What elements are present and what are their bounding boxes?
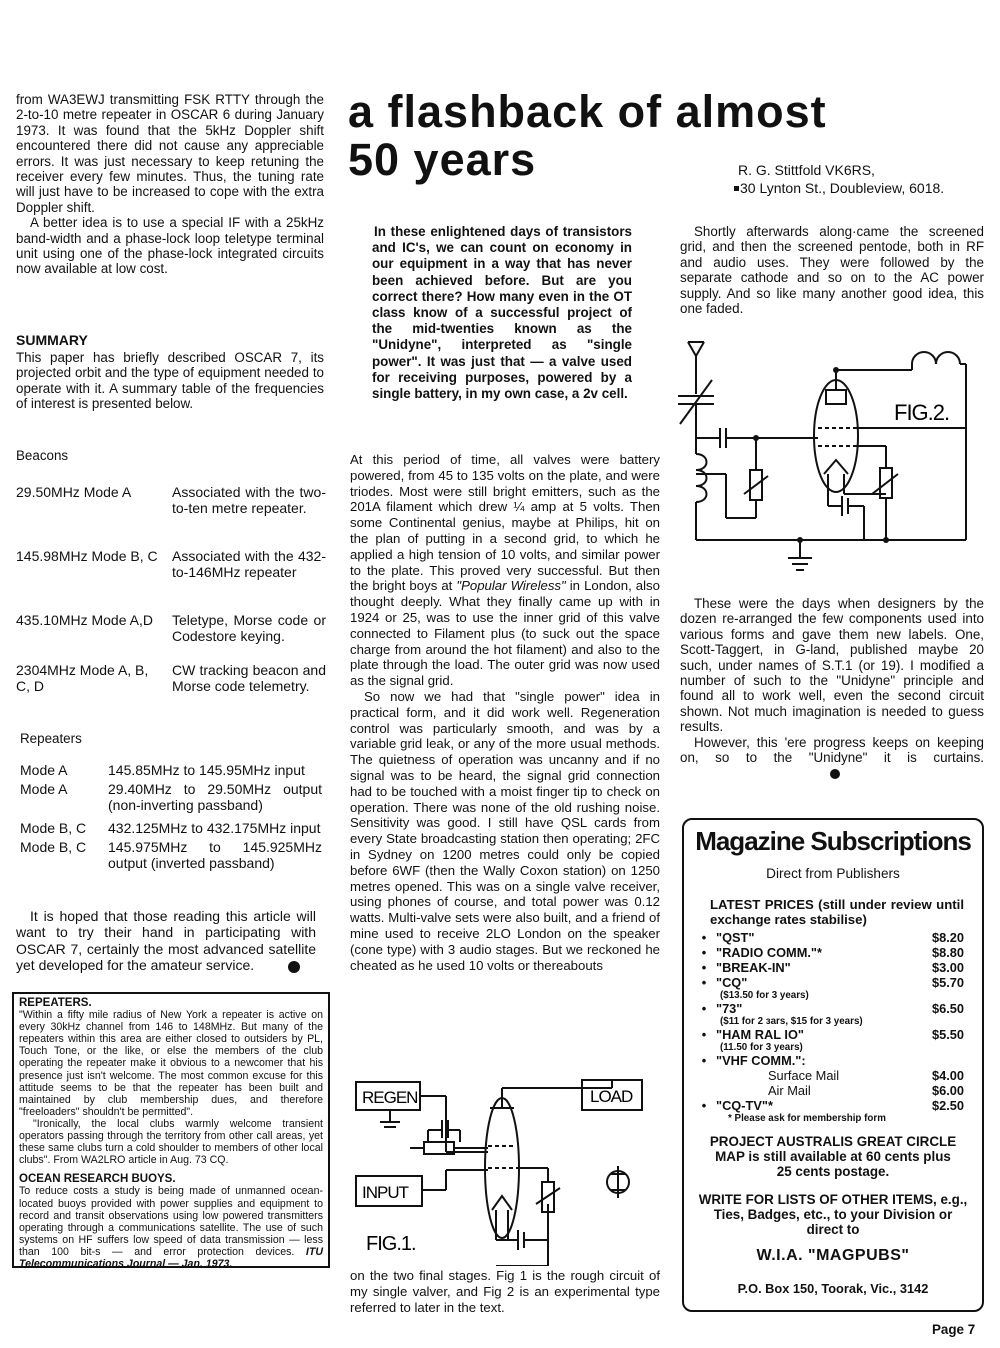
ad-item-label: "QST" bbox=[716, 930, 755, 945]
ad-item-note: ($13.50 for 3 years) bbox=[720, 990, 809, 1001]
fig2-label: FIG.2. bbox=[894, 400, 950, 425]
repeater-desc: 145.975MHz to 145.925MHz output (inverted passband) bbox=[108, 838, 322, 872]
fig2-diagram bbox=[676, 334, 986, 584]
article-address: 30 Lynton St., Doubleview, 6018. bbox=[740, 180, 945, 196]
ad-address: P.O. Box 150, Toorak, Vic., 3142 bbox=[737, 1281, 929, 1297]
article-author: R. G. Stittfold VK6RS, bbox=[738, 162, 875, 178]
bullet-icon: • bbox=[701, 960, 707, 975]
repeater-desc: 145.85MHz to 145.95MHz input bbox=[108, 762, 305, 778]
ad-item-label: Air Mail bbox=[768, 1083, 811, 1098]
fig1-label: FIG.1. bbox=[366, 1233, 416, 1255]
repeater-row bbox=[20, 820, 322, 836]
buoys-box-text-para bbox=[19, 1185, 323, 1270]
ad-price-list bbox=[692, 930, 974, 1124]
bullet-icon: • bbox=[701, 945, 707, 960]
ad-item-price: $5.70 bbox=[931, 975, 964, 990]
repeaters-box-title: REPEATERS. bbox=[19, 997, 92, 1009]
fig1-regen-label: REGEN bbox=[362, 1088, 418, 1107]
ad-item bbox=[692, 1027, 964, 1042]
repeater-row bbox=[20, 781, 322, 813]
col1-better-idea: A better idea is to use a special IF with a 25kHz band-width and a phase-lock loop teletype terminal unit using one of the phase-lock integrated circuits now available at low cost. bbox=[16, 215, 324, 277]
ad-write-text: WRITE FOR LISTS OF OTHER ITEMS, e.g., Ties, Badges, etc., to your Division or direct to bbox=[698, 1191, 968, 1238]
ad-item bbox=[692, 1053, 964, 1068]
page-number: Page 7 bbox=[932, 1322, 976, 1337]
beacon-freq: 29.50MHz Mode A bbox=[16, 484, 132, 500]
end-mark-icon bbox=[288, 961, 300, 973]
summary-heading: SUMMARY bbox=[16, 332, 88, 348]
buoys-box-text: To reduce costs a study is being made of unmanned ocean-located buoys provided with power supplies and equipment to record and transit observations using low powered transmitters operating through a communications satellite. The use of such systems on HF suffers low speed of data transmission — less than 100 bit-s — and error protection devices. bbox=[19, 1185, 323, 1258]
ad-item bbox=[692, 930, 964, 945]
article-lead: In these enlightened days of transistors and IC's, we can count on economy in our equipment in a way that has never been achieved before. But are you correct there? How many even in the OT class know of a successful project of the mid-twenties known as the "Unidyne", interpreted as "single power". It was just that — a valve used for receiving purposes, powered by a single battery, in my own case, a 2v cell. bbox=[372, 224, 632, 402]
news-box bbox=[12, 992, 330, 1268]
beacons-table bbox=[16, 484, 326, 694]
col3-p3: However, this 'ere progress keeps on keeping on, so to the "Unidyne" it is curtains. bbox=[680, 734, 984, 766]
beacon-row bbox=[16, 612, 326, 662]
repeater-row bbox=[20, 839, 322, 871]
bullet-icon: • bbox=[701, 930, 707, 945]
repeater-mode: Mode B, C bbox=[20, 838, 87, 855]
ad-membership-note: * Please ask for membership form bbox=[728, 1113, 886, 1124]
ad-item-label: "VHF COMM.": bbox=[716, 1053, 806, 1068]
buoys-box-source: ITU Telecommunications Journal — Jan. 1973. bbox=[19, 1245, 323, 1270]
bullet-icon: • bbox=[701, 1053, 707, 1068]
subscriptions-ad bbox=[682, 818, 984, 1312]
fig1-load-label: LOAD bbox=[590, 1087, 633, 1106]
ad-item-price: $6.50 bbox=[931, 1001, 964, 1016]
fig1-diagram bbox=[350, 1070, 660, 1266]
ad-item-label: "73" bbox=[716, 1001, 743, 1016]
ad-item-price: $3.00 bbox=[931, 960, 964, 975]
ad-item bbox=[692, 960, 964, 975]
article-p1-b: in London, also thought deeply. What they finally came up with in 1924 or 25, was to use the inner grid of this valve connected to Filament plus (to suck out the space charge from around the hot filament) and also to the plate through the load. The outer grid was now used as the signal grid. bbox=[350, 578, 660, 689]
beacon-freq: 145.98MHz Mode B, C bbox=[16, 548, 158, 564]
article-p3: on the two final stages. Fig 1 is the rough circuit of my single valver, and Fig 2 is an experimental type referred to later in the text. bbox=[350, 1268, 660, 1315]
col3-p3-para bbox=[680, 735, 984, 781]
beacon-row bbox=[16, 548, 326, 612]
bullet-icon: • bbox=[701, 1027, 707, 1042]
ad-item-price: $8.20 bbox=[931, 930, 964, 945]
ad-item bbox=[692, 1001, 964, 1016]
bullet-icon: • bbox=[701, 1098, 707, 1113]
ad-item-price: $6.00 bbox=[931, 1083, 964, 1098]
article-p1-italic: "Popular Wireless" bbox=[456, 578, 566, 594]
beacon-desc: CW tracking beacon and Morse code telemetry. bbox=[172, 662, 326, 695]
ad-item-label: "CQ-TV"* bbox=[716, 1098, 773, 1113]
beacon-desc: Teletype, Morse code or Codestore keying. bbox=[172, 612, 326, 645]
buoys-box-title: OCEAN RESEARCH BUOYS. bbox=[19, 1173, 176, 1186]
ad-item bbox=[692, 945, 964, 960]
article-body-col2 bbox=[350, 452, 660, 973]
col1-intro-text: from WA3EWJ transmitting FSK RTTY through the 2-to-10 metre repeater in OSCAR 6 during January 1973. It was found that the 5kHz Doppler shift encountered there did not cause any appreciable errors. It was just necessary to keep retuning the receiver every few minutes. Thus, the tuning rate will just have to be increased to cope with the extra Doppler shift. bbox=[16, 92, 324, 215]
ad-item bbox=[692, 1083, 964, 1098]
ad-item-label: "HAM RAL IO" bbox=[716, 1027, 804, 1042]
col3-p2: These were the days when designers by the dozen re-arranged the few components used into various forms and gave them new labels. One, Scott-Taggert, in G-land, published maybe 20 such, under names of S.T.1 (or 19). I modified a number of such to the "Unidyne" principle and found all to work well, even the second circuit shown. Not much imagination is needed to guess results. bbox=[680, 596, 984, 735]
ad-item bbox=[692, 1068, 964, 1083]
col3-p1: Shortly afterwards along·came the screened grid, and then the screened pentode, both in RF and audio uses. They were followed by the separate cathode and so on to the AC power supply. And so like many another good idea, this one faded. bbox=[680, 224, 984, 317]
ad-item-price bbox=[902, 1053, 964, 1068]
beacon-desc: Associated with the 432-to-146MHz repeater bbox=[172, 548, 326, 581]
beacon-desc: Associated with the two-to-ten metre repeater. bbox=[172, 484, 326, 517]
article-p2: So now we had that "single power" idea in practical form, and it did work well. Regeneration control was particularly smooth, and was by a variable grid leak, or any of the more usual methods. The quietness of operation was uncanny and if no signal was to be heard, the signal grid connection had to be touched with a moist finger tip to check on operation. There was none of the old rushing noise. Sensitivity was good. I still have QSL cards from every State broadcasting station then operating; 2FC in Sydney on 1200 metres could only be copied before 6WF (then the Wally Coxon station) on 1250 metres opened. This was on a single valve receiver, using phones of course, and total power was 0.12 watts. Multi-valve sets were also built, and a friend of mine used to receive 2LO London on the speaker (cone type) with 3 audio stages. But we reckoned he cheated as he used 10 volts or thereabouts bbox=[350, 688, 660, 973]
ad-item bbox=[692, 1098, 964, 1113]
beacons-heading: Beacons bbox=[16, 448, 69, 463]
ad-item-price: $8.80 bbox=[931, 945, 964, 960]
article-title-line2: 50 years bbox=[348, 134, 537, 185]
ad-map-text: PROJECT AUSTRALIS GREAT CIRCLE MAP is still available at 60 cents plus 25 cents postage. bbox=[709, 1134, 957, 1180]
ad-item-label: "RADIO COMM."* bbox=[716, 945, 822, 960]
repeater-row bbox=[20, 762, 322, 778]
ad-item-price: $2.50 bbox=[931, 1098, 964, 1113]
col3-body bbox=[680, 596, 984, 781]
closing-paragraph bbox=[16, 908, 316, 974]
ad-subtitle: Direct from Publishers bbox=[766, 866, 900, 881]
article-p1-a: At this period of time, all valves were battery powered, from 45 to 135 volts on the plate, and were triodes. Most were still bright emitters, such as the 201A filament which drew ¼ amp at 5 volts. Then some Continental genius, maybe at Philips, hit on the plan of putting in a second grid, to which he applied a high tension of 10 volts, and similar power to the plate. This proved very successful. But then the bright boys at bbox=[350, 452, 660, 594]
article-p1 bbox=[350, 452, 660, 689]
closing-text: It is hoped that those reading this article will want to try their hand in participating with OSCAR 7, certainly the most advanced satellite yet developed for the amateur service. bbox=[16, 908, 316, 974]
end-mark-icon bbox=[830, 769, 840, 779]
address-bullet bbox=[734, 186, 739, 191]
ad-item-label: Surface Mail bbox=[768, 1068, 840, 1083]
repeater-desc: 29.40MHz to 29.50MHz output (non-inverting passband) bbox=[108, 781, 322, 814]
ad-latest: LATEST PRICES (still under review until exchange rates stabilise) bbox=[710, 897, 964, 927]
repeater-mode: Mode B, C bbox=[20, 819, 87, 836]
ad-item-price: $4.00 bbox=[931, 1068, 964, 1083]
repeaters-box-text2: "Ironically, the local clubs warmly welcome transient operators passing through the territory from other call areas, yet these same clubs turn a cold shoulder to members of other local clubs". From WA2LRO article in Aug. 73 CQ. bbox=[19, 1117, 323, 1167]
ad-item-price: $5.50 bbox=[931, 1027, 964, 1042]
repeaters-box-text: "Within a fifty mile radius of New York a repeater is active on every 30kHz channel from 146 to 148MHz. But many of the repeaters within this area are either closed to outsiders by PL, Touch Tone, or the like, or else the members of the club operating the repeater make it obvious to a newcomer that his presence just isn't welcome. The most common excuse for this attitude seems to be that the repeater has been built and maintained by club membership dues, and therefore "freeloaders" shouldn't be permitted". bbox=[19, 1009, 323, 1118]
repeater-mode: Mode A bbox=[20, 781, 68, 798]
beacon-freq: 2304MHz Mode A, B, C, D bbox=[16, 662, 149, 695]
beacon-freq: 435.10MHz Mode A,D bbox=[16, 612, 153, 628]
ad-item-note: ($11 for 2 ɜars, $15 for 3 years) bbox=[720, 1016, 863, 1027]
repeaters-heading: Repeaters bbox=[20, 731, 82, 746]
ad-item-label: "CQ" bbox=[716, 975, 748, 990]
ad-org: W.I.A. "MAGPUBS" bbox=[756, 1247, 910, 1265]
ad-title: Magazine Subscriptions bbox=[695, 826, 971, 856]
col1-intro bbox=[16, 92, 324, 277]
bullet-icon: • bbox=[701, 975, 707, 990]
ad-item-label: "BREAK-IN" bbox=[716, 960, 791, 975]
bullet-icon: • bbox=[701, 1001, 707, 1016]
repeater-mode: Mode A bbox=[20, 762, 68, 778]
beacon-row bbox=[16, 484, 326, 548]
article-title-line1: a flashback of almost bbox=[348, 86, 827, 137]
ad-item bbox=[692, 975, 964, 990]
repeaters-table bbox=[20, 762, 322, 871]
fig1-input-label: INPUT bbox=[362, 1183, 408, 1202]
beacon-row bbox=[16, 662, 326, 694]
summary-text: This paper has briefly described OSCAR 7, its projected orbit and the type of equipment needed to operate with it. A summary table of the frequencies of interest is presented below. bbox=[16, 350, 324, 412]
ad-item-note: (11.50 for 3 years) bbox=[720, 1042, 803, 1053]
repeater-desc: 432.125MHz to 432.175MHz input bbox=[108, 819, 321, 836]
